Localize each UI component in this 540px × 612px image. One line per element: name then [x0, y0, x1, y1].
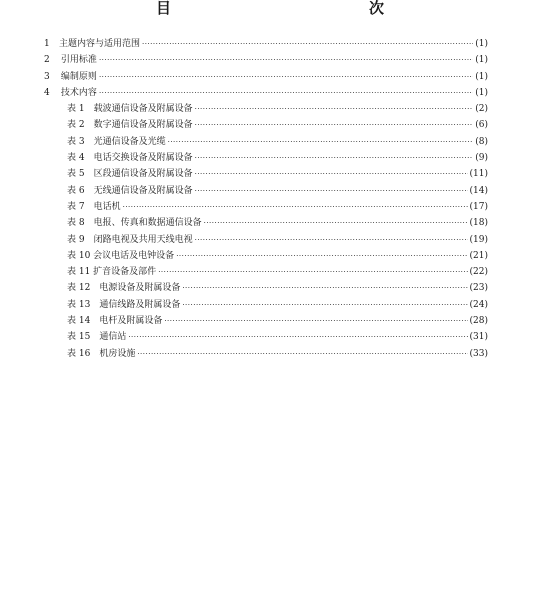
toc-entry-label: 表 5 区段通信设备及附属设备 [67, 169, 193, 180]
toc-entry[interactable] [44, 183, 488, 199]
toc-entry-label: 表 13 通信线路及附属设备 [67, 299, 181, 310]
dot-leader [195, 117, 474, 133]
toc-page-number: (19) [469, 234, 488, 245]
toc-page-number: (23) [469, 283, 488, 294]
toc-entry[interactable] [44, 232, 488, 248]
toc-entry-number: 1 [44, 39, 50, 49]
toc-entry-label: 主题内容与适用范围 [58, 39, 140, 49]
dot-leader [142, 36, 473, 52]
toc-entry[interactable] [44, 134, 488, 150]
toc-entry-label: 表 3 光通信设备及光缆 [67, 136, 166, 147]
toc-page-number: (31) [469, 332, 488, 343]
dot-leader [164, 313, 467, 329]
toc-page-number: (8) [475, 136, 488, 147]
toc-entry-label: 表 8 电报、传真和数据通信设备 [67, 218, 202, 229]
dot-leader [137, 346, 467, 362]
table-of-contents [44, 36, 488, 362]
toc-entry[interactable] [44, 346, 488, 362]
toc-entry[interactable] [44, 329, 488, 345]
dot-leader [195, 101, 474, 117]
toc-entry-label: 表 14 电杆及附属设备 [67, 316, 163, 327]
toc-entry-number: 3 [44, 71, 50, 82]
page-title: 目 次 [155, 0, 440, 17]
toc-entry-label: 表 7 电话机 [67, 201, 121, 212]
toc-entry[interactable] [44, 69, 488, 85]
toc-entry-label: 表 12 电源设备及附属设备 [67, 283, 181, 294]
toc-entry-label: 引用标准 [60, 55, 97, 66]
toc-entry[interactable] [44, 215, 488, 231]
toc-entry-label: 编制原则 [60, 71, 97, 82]
toc-page-number: (28) [469, 316, 488, 327]
dot-leader [182, 297, 467, 313]
toc-entry-number: 4 [44, 87, 50, 98]
dot-leader [195, 183, 468, 199]
toc-page-number: (9) [475, 153, 488, 164]
toc-entry-label: 表 1 载波通信设备及附属设备 [67, 104, 193, 115]
toc-page-number: (1) [475, 71, 488, 82]
dot-leader [182, 280, 467, 296]
toc-entry-label: 表 16 机房设施 [67, 348, 136, 359]
toc-entry[interactable] [44, 36, 488, 52]
toc-page-number: (22) [469, 267, 488, 278]
toc-entry[interactable] [44, 52, 488, 68]
toc-page-number: (14) [469, 185, 488, 196]
toc-entry[interactable] [44, 297, 488, 313]
toc-page-number: (33) [469, 348, 488, 359]
dot-leader [195, 166, 468, 182]
toc-page-number: (1) [475, 87, 488, 98]
toc-entry-label: 表 2 数字通信设备及附属设备 [67, 120, 193, 131]
toc-page-number: (2) [475, 104, 488, 115]
dot-leader [99, 69, 473, 85]
toc-entry[interactable] [44, 166, 488, 182]
toc-entry[interactable] [44, 313, 488, 329]
dot-leader [195, 232, 468, 248]
toc-entry[interactable] [44, 101, 488, 117]
toc-entry-number: 2 [44, 55, 50, 66]
dot-leader [195, 150, 474, 166]
toc-entry-label: 表 11 扩音设备及部件 [67, 267, 157, 278]
toc-page-number: (1) [475, 39, 488, 49]
dot-leader [128, 329, 467, 345]
dot-leader [204, 215, 468, 231]
toc-page-number: (21) [469, 250, 488, 261]
toc-entry-label: 表 15 通信站 [67, 332, 127, 343]
toc-page-number: (18) [469, 218, 488, 229]
toc-page-number: (6) [475, 120, 488, 131]
toc-page-number: (17) [469, 201, 488, 212]
dot-leader [168, 134, 474, 150]
toc-page-number: (1) [475, 55, 488, 66]
toc-entry[interactable] [44, 264, 488, 280]
toc-entry-label: 表 10 会议电话及电钟设备 [67, 250, 175, 261]
toc-entry-label: 表 9 闭路电视及共用天线电视 [67, 234, 193, 245]
toc-entry-label: 表 4 电话交换设备及附属设备 [67, 153, 193, 164]
toc-entry[interactable] [44, 199, 488, 215]
toc-entry[interactable] [44, 85, 488, 101]
toc-entry[interactable] [44, 248, 488, 264]
toc-entry[interactable] [44, 280, 488, 296]
toc-page-number: (11) [469, 169, 488, 180]
toc-entry-label: 表 6 无线通信设备及附属设备 [67, 185, 193, 196]
toc-entry-label: 技术内容 [60, 87, 97, 98]
toc-page-number: (24) [469, 299, 488, 310]
dot-leader [99, 85, 473, 101]
dot-leader [123, 199, 468, 215]
dot-leader [158, 264, 467, 280]
dot-leader [176, 248, 467, 264]
toc-entry[interactable] [44, 150, 488, 166]
dot-leader [99, 52, 473, 68]
toc-entry[interactable] [44, 117, 488, 133]
